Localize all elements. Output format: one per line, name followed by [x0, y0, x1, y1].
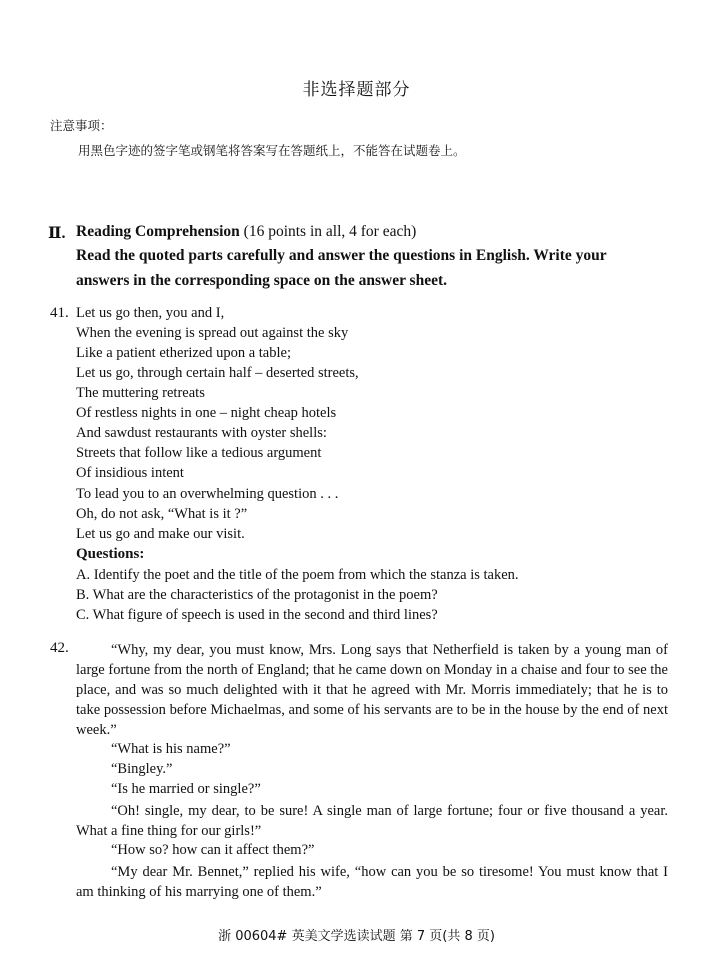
poem-line: Of insidious intent: [76, 465, 184, 481]
poem-line: Streets that follow like a tedious argument: [76, 445, 322, 461]
excerpt-paragraph-1: “Why, my dear, you must know, Mrs. Long says that Netherfield is taken by a young man of large fortune from the north of England; that he came down on Monday in a chaise and four to see the place, and was so much delighted with it that he agreed with Mr. Morris immediately; that he is to take possession before Michaelmas, and some of his servants are to be in the house by the end of next week.”: [76, 642, 668, 739]
poem-line: To lead you to an overwhelming question . . .: [76, 486, 339, 502]
notice-text: 用黑色字迹的签字笔或钢笔将答案写在答题纸上，不能答在试题卷上。: [78, 143, 466, 158]
poem-line: Let us go, through certain half – deserted streets,: [76, 365, 359, 381]
notice-label: 注意事项：: [50, 118, 113, 133]
section-heading: [76, 223, 416, 241]
poem-line: Oh, do not ask, “What is it ?”: [76, 506, 248, 522]
question-item: B. What are the characteristics of the protagonist in the poem?: [76, 587, 438, 603]
excerpt-paragraph-7: “My dear Mr. Bennet,” replied his wife, “how can you be so tiresome! You must know that I am thinking of his marrying one of them.”: [76, 864, 668, 901]
question-item: A. Identify the poet and the title of the poem from which the stanza is taken.: [76, 567, 519, 583]
section-heading-title: Reading Comprehension: [76, 223, 240, 240]
poem-line: The muttering retreats: [76, 385, 205, 401]
dialogue-line: “Is he married or single?”: [111, 781, 261, 797]
poem-line: And sawdust restaurants with oyster shells:: [76, 425, 327, 441]
question-42-number: 42.: [50, 640, 69, 656]
poem-line: When the evening is spread out against the sky: [76, 325, 349, 341]
section-points: (16 points in all, 4 for each): [243, 223, 417, 240]
page-title: 非选择题部分: [302, 80, 411, 100]
excerpt-paragraph-5: “Oh! single, my dear, to be sure! A single man of large fortune; four or five thousand a year. What a fine thing for our girls!”: [76, 803, 668, 840]
section-number: Ⅱ.: [48, 225, 66, 242]
questions-label: Questions:: [76, 546, 145, 562]
section-instruction-1: Read the quoted parts carefully and answer the questions in English. Write your: [76, 247, 607, 264]
question-41-number: 41.: [50, 305, 69, 321]
dialogue-line: “How so? how can it affect them?”: [111, 842, 315, 858]
poem-line: Like a patient etherized upon a table;: [76, 345, 291, 361]
question-item: C. What figure of speech is used in the second and third lines?: [76, 607, 438, 623]
poem-line: Of restless nights in one – night cheap hotels: [76, 405, 337, 421]
poem-line: Let us go then, you and I,: [76, 305, 225, 321]
dialogue-line: “What is his name?”: [111, 741, 231, 757]
page-footer: 浙 00604# 英美文学选读试题 第 7 页(共 8 页): [218, 929, 495, 944]
poem-line: Let us go and make our visit.: [76, 526, 245, 542]
dialogue-line: “Bingley.”: [111, 761, 173, 777]
section-instruction-2: answers in the corresponding space on the answer sheet.: [76, 272, 448, 289]
